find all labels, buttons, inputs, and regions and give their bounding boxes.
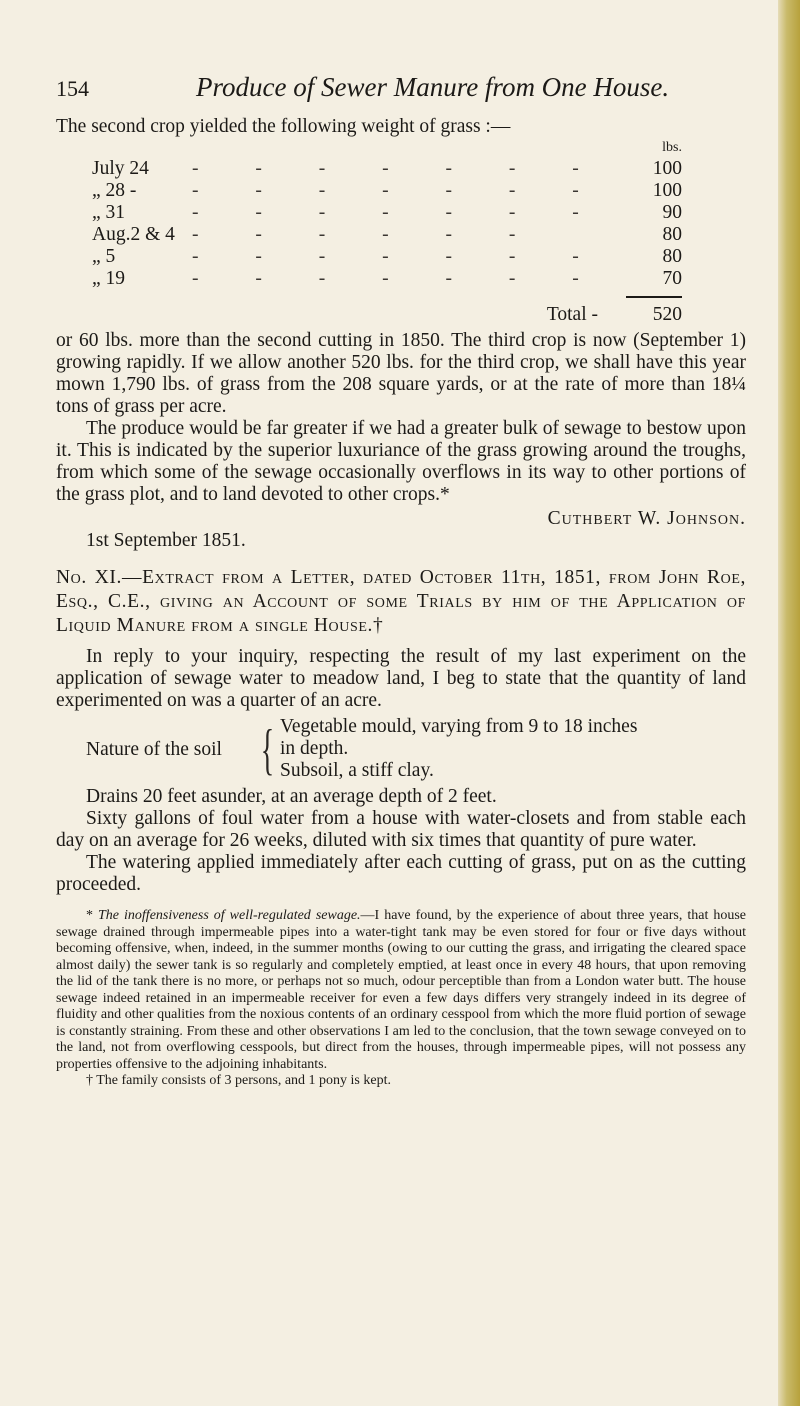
soil-lines [280,716,637,782]
paragraph-produce: The produce would be far greater if we had a greater bulk of sewage to bestow upon it. This is indicated by the superior luxuriance of the grass growing around the troughs, from which some of the sewage occasionally overflows in its way to other portions of the grass plot, and to land devoted to other crops.* [56,418,746,505]
paragraph-drains: Drains 20 feet asunder, at an average depth of 2 feet. [86,786,497,807]
weight-dots: - - - - - - - [192,202,605,223]
signature: Cuthbert W. Johnson. [547,508,746,529]
paragraph-watering: The watering applied immediately after each cutting of grass, put on as the cutting proceeded. [56,852,746,895]
weight-date: Aug.2 & 4 [92,224,175,245]
weight-row [92,158,682,180]
footnote-title: The inoffensiveness of well-regulated sewage. [98,908,361,923]
soil-line: in depth. [280,738,349,759]
weight-dots: - - - - - - - [192,180,605,201]
weight-value: 90 [662,202,682,223]
page-number: 154 [56,76,89,101]
weights-unit: lbs. [662,140,682,155]
weight-value: 100 [652,158,682,179]
total-rule [626,296,682,298]
footnotes [56,908,746,1090]
weight-value: 70 [662,268,682,289]
footnote-2: † The family consists of 3 persons, and 1 pony is kept. [86,1073,391,1088]
soil-description [56,716,746,786]
footnote-1 [56,908,746,1073]
page-gutter [778,0,800,1406]
weights-table [92,158,682,290]
intro-line: The second crop yielded the following weight of grass :— [56,116,511,137]
footnote-mark: * [86,908,99,923]
footnote-text: —I have found, by the experience of about three years, that house sewage drained through impermeable pipes into a water-tight tank may be even stored for four or five days without becoming offensive, when, indeed, in the summer months (owing to our cutting the grass, and irrigating the cleared space almost daily) the sewer tank is so regularly and completely emptied, at least once in every 48 hours, that upon removing the lid of the tank there is no more, or perhaps not so much, odour perceptible than from a London water butt. The house sewage indeed retained in an impermeable receiver for even a few days differs very strangely indeed in its degree of fluidity and other qualities from the noxious contents of an ordinary cesspool from which the more fluid portion of sewage is constantly straining. From these and other observations I am led to the conclusion, that the town sewage conveyed on to the land, not from overflowing cesspools, but direct from the houses, through impermeable pipes, will not possess any properties offensive to the adjoining inhabitants. [56,908,746,1072]
section-heading: No. XI.—Extract from a Letter, dated October 11th, 1851, from John Roe, Esq., C.E., giving an Account of some Trials by him of the Application of Liquid Manure from a single House.† [56,567,746,636]
weight-date: „ 28 - [92,180,137,201]
weight-row [92,224,682,246]
paragraph-reply: In reply to your inquiry, respecting the result of my last experiment on the application of sewage water to meadow land, I beg to state that the quantity of land experimented on was a quarter of an acre. [56,646,746,711]
weight-row [92,268,682,290]
weight-row [92,202,682,224]
total-row [92,296,682,330]
soil-label: Nature of the soil [86,739,222,760]
page [56,72,746,1090]
weight-value: 100 [652,180,682,201]
weight-date: July 24 [92,158,149,179]
soil-line: Vegetable mould, varying from 9 to 18 inches [280,716,638,737]
paragraph-gallons: Sixty gallons of foul water from a house with water-closets and from stable each day on an average for 26 weeks, diluted with six times that quantity of pure water. [56,808,746,851]
weight-value: 80 [662,246,682,267]
weight-date: „ 5 [92,246,116,267]
weight-row [92,246,682,268]
weight-value: 80 [662,224,682,245]
running-title: Produce of Sewer Manure from One House. [196,72,670,102]
weight-date: „ 31 [92,202,126,223]
weight-dots: - - - - - - - [192,268,605,289]
weight-date: „ 19 [92,268,126,289]
weight-dots: - - - - - - - [192,246,605,267]
brace-icon: { [260,719,275,781]
weight-row [92,180,682,202]
paragraph-crop: or 60 lbs. more than the second cutting in 1850. The third crop is now (September 1) growing rapidly. If we allow another 520 lbs. for the third crop, we shall have this year mown 1,790 lbs. of grass from the 208 square yards, or at the rate of more than 18¼ tons of grass per acre. [56,330,746,417]
page-header [56,72,746,112]
weight-dots: - - - - - - [192,224,542,245]
letter-date: 1st September 1851. [86,530,246,551]
soil-line: Subsoil, a stiff clay. [280,760,434,781]
weight-dots: - - - - - - - [192,158,605,179]
total-label: Total - [546,304,598,325]
total-value: 520 [652,304,682,325]
